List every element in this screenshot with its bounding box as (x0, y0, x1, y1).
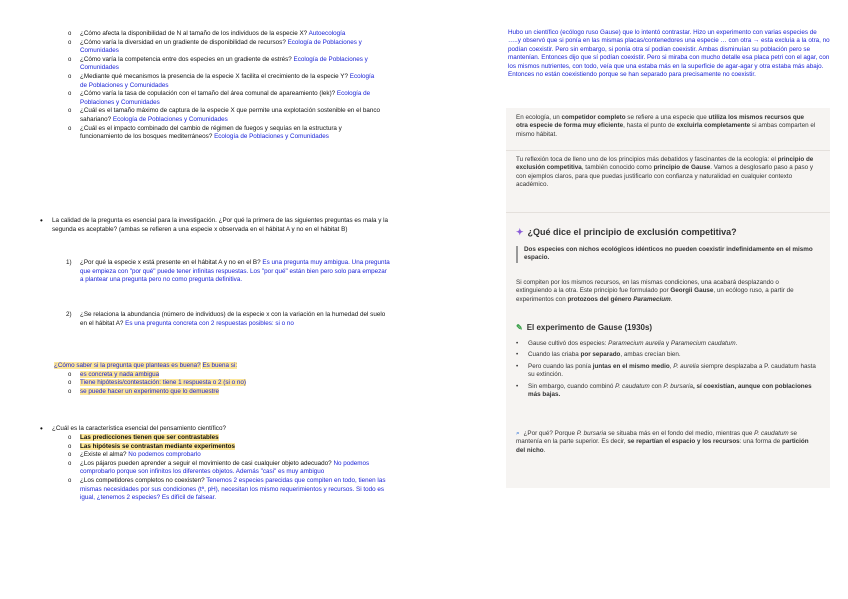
numbered-question-2: 2) ¿Se relaciona la abundancia (número de individuos) de la especie x con la variación en la humedad del suelo en el hábitat A? Es una pregunta concreta con 2 respuestas posibles: si o no (66, 311, 386, 327)
experiment-list (516, 340, 816, 402)
list-item: o ¿Cómo varía la diversidad en un gradiente de disponibilidad de recursos? Ecología de Poblaciones y Comunidades (80, 39, 380, 56)
scientific-thinking-bullet: • ¿Cuál es la característica esencial del pensamiento científico? (52, 425, 392, 434)
principle-intro: Tu reflexión toca de lleno uno de los principios más debatidos y fascinantes de la ecología: el principio de exclusión competitiva, también conocido como principio de Gause. Vamos a desglosarlo paso a paso y con ejemplos claros, para que puedas justificarlo con confianza y naturalidad en cualquier contexto académico. (516, 156, 814, 189)
list-item: o ¿Existe el alma? No podemos comprobarlo (80, 451, 390, 460)
highlight-list (80, 371, 390, 397)
list-item: o ¿Cuál es el tamaño máximo de captura de la especie X que permite una explotación sostenible en el banco sahariano? Ecología de Poblaciones y Comunidades (80, 107, 380, 124)
right-page (500, 0, 840, 599)
numbered-question-1: 1) ¿Por qué la especie x está presente en el hábitat A y no en el B? Es una pregunta muy ambigua. Una pregunta que empieza con "por qué" puede tener infinitas respuestas. Los "por qué" están bien pero solo para empezar a plantear una pregunta pero no como pregunta definitiva. (66, 259, 390, 284)
list-item: o ¿Cuál es el impacto combinado del cambio de régimen de fuegos y sequías en la estructura y funcionamiento de los bosques mediterráneos? Ecología de Poblaciones y Comunidades (80, 125, 380, 142)
divider (506, 212, 830, 213)
principle-quote: Dos especies con nichos ecológicos idénticos no pueden coexistir indefinidamente en el mismo espacio. (516, 246, 820, 263)
why-explanation: ⌕ ¿Por qué? Porque P. bursaria se situaba más en el fondo del medio, mientras que P. caudatum se mantenía en la parte superior. Es decir, se repartían el espacio y los recursos: una forma de partición del nicho. (516, 430, 809, 454)
list-item: • Sin embargo, cuando combinó P. caudatum con P. bursaria, sí coexistían, aunque con poblaciones más bajas. (516, 383, 816, 400)
list-item: • Pero cuando las ponía juntas en el mismo medio, P. aurelia siempre desplazaba a P. caudatum hasta su extinción. (516, 363, 816, 380)
question-quality-bullet: • La calidad de la pregunta es esencial para la investigación. ¿Por qué la primera de las siguientes preguntas es mala y la segunda es aceptable? (ambas se refieren a una especie x observada en el hábitat A y no en el hábitat B) (52, 217, 390, 234)
magnifier-icon: ⌕ (516, 430, 520, 437)
list-item: o Tiene hipótesis/contestación: tiene 1 respuesta o 2 (si o no) (80, 379, 390, 388)
list-item: o ¿Mediante qué mecanismos la presencia de la especie X facilita el crecimiento de la especie Y? Ecología de Poblaciones y Comunidades (80, 73, 380, 90)
principle-explanation: Si compiten por los mismos recursos, en las mismas condiciones, una acabará desplazando o extinguiendo a la otra. Este principio fue formulado por Georgii Gause, un ecólogo ruso, a partir de experimentos con protozoos del género Paramecium. (516, 279, 794, 303)
ecology-question-list (80, 30, 380, 142)
divider (506, 150, 830, 151)
list-item: o ¿Cómo varía la competencia entre dos especies en un gradiente de estrés? Ecología de Poblaciones y Comunidades (80, 56, 380, 73)
list-item: o es concreta y nada ambigua (80, 371, 390, 380)
gause-notes: Hubo un científico (ecólogo ruso Gause) que lo intentó contrastar. Hizo un experimento con varias especies de …..y observó que si ponía en las mismas placas/contenedores una especie … con otra → esta excluía a la otra, no podían coexistir. Pero sin embargo, si ponía otra sí podían coexistir. Ambas disminuían su población pero se mantenían. Entonces dijo que sí podían coexistir. Pero si miraba con mucho detalle esa placa petri con el agar, con los mismos nutrientes, con todo, veía que una estaba más en la superficie de agar-agar y otra estaba más abajo. Entonces no están coexistiendo porque se han separado para precisamente no coexistir. (508, 29, 830, 79)
sparkle-icon: ✦ (516, 227, 524, 237)
ai-answer-panel (506, 108, 830, 488)
list-item: o ¿Los competidores completos no coexisten? Tenemos 2 especies parecidas que compiten en todo, tienen las mismas necesidades por sus condiciones (tª, pH), necesitan los mismo requerimientos y recursos. Si todo es igual, ¿tenemos 2 especies? Es difícil de falsear. (80, 477, 390, 503)
competitor-definition: En ecología, un competidor completo se refiere a una especie que utiliza los mismos recursos que otra especie de forma muy eficiente, hasta el punto de excluirla completamente si ambas comparten el mismo hábitat. (516, 114, 816, 138)
highlight-answer: Es buena si: (202, 362, 238, 369)
list-item: o ¿Cómo varía la tasa de copulación con el tamaño del área comunal de apareamiento (lek)? Ecología de Poblaciones y Comunidades (80, 90, 380, 107)
scientific-thinking-list (80, 434, 390, 503)
experiment-heading: ✎ El experimento de Gause (1930s) (516, 323, 653, 332)
list-item: o ¿Los pájaros pueden aprender a seguir el movimiento de casi cualquier objeto adecuado? No podemos comprobarlo porque son infinitos los diferentes objetos. Además "casi" es muy ambiguo (80, 460, 390, 477)
left-page (0, 0, 420, 599)
list-item: o Las predicciones tienen que ser contrastables (80, 434, 390, 443)
highlight-section (54, 362, 390, 396)
principle-heading: ✦ ¿Qué dice el principio de exclusión competitiva? (516, 227, 737, 237)
list-item: • Gause cultivó dos especies: Paramecium aurelia y Paramecium caudatum. (516, 340, 816, 348)
list-item: o se puede hacer un experimento que lo demuestre (80, 388, 390, 397)
pencil-icon: ✎ (516, 323, 523, 332)
list-item: o ¿Cómo afecta la disponibilidad de N al tamaño de los individuos de la especie X? Autoecología (80, 30, 380, 39)
list-item: • Cuando las criaba por separado, ambas crecían bien. (516, 351, 816, 359)
highlight-question: ¿Cómo saber si la pregunta que planteas es buena? (54, 362, 201, 369)
list-item: o Las hipótesis se contrastan mediante experimentos (80, 443, 390, 452)
